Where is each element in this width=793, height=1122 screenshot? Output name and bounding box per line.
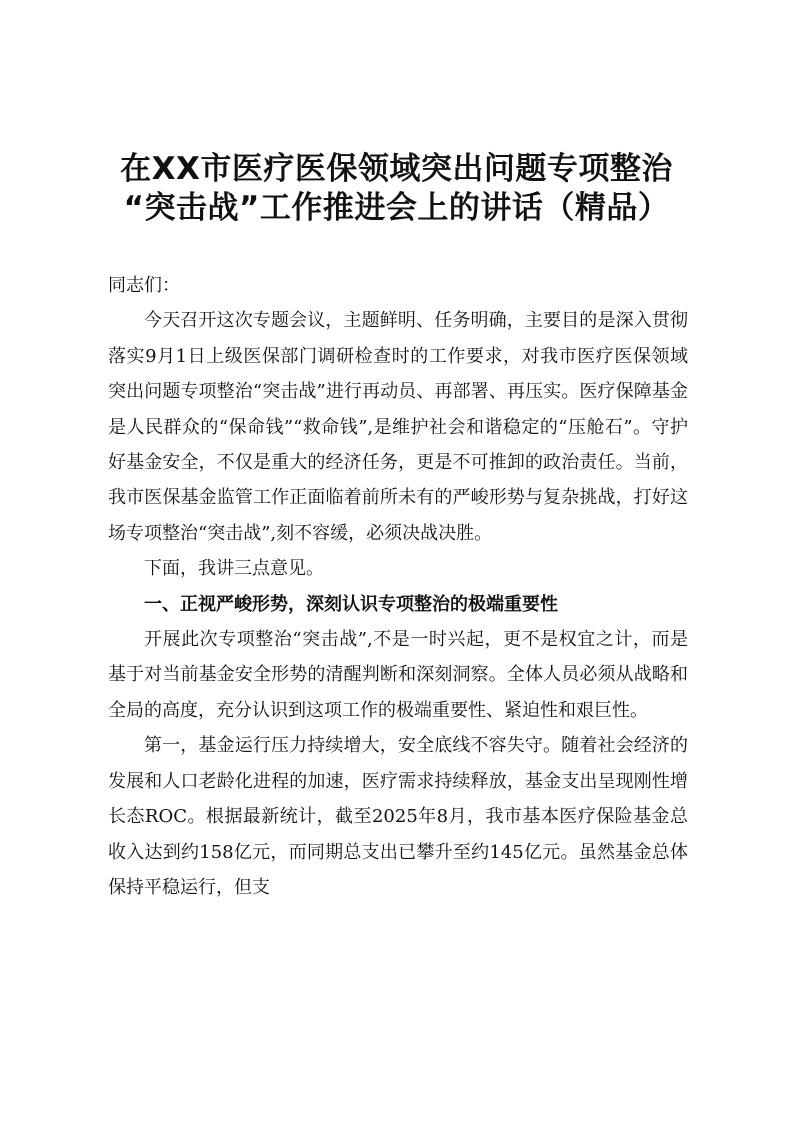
document-body [108, 268, 688, 905]
salutation: 同志们： [108, 275, 180, 296]
paragraph-outline: 下面，我讲三点意见。 [144, 558, 324, 580]
paragraph-point-1: 第一，基金运行压力持续增大，安全底线不容失守。随着社会经济的发展和人口老龄化进程的加速，医疗需求持续释放，基金支出呈现刚性增长态ROC。根据最新统计，截至2025年8月，我市基本医疗保险基金总收入达到约158亿元，而同期总支出已攀升至约145亿元。虽然基金总体保持平稳运行，但支 [108, 735, 688, 898]
document-title-line-2: “突击战”工作推进会上的讲话（精品） [123, 190, 670, 226]
paragraph-opening: 今天召开这次专题会议，主题鲜明、任务明确，主要目的是深入贯彻落实9月1日上级医保部门调研检查时的工作要求，对我市医疗医保领域突出问题专项整治“突击战”进行再动员、再部署、再压实。医疗保障基金是人民群众的“保命钱”“救命钱”,是维护社会和谐稳定的“压舱石”。守护好基金安全，不仅是重大的经济任务，更是不可推卸的政治责任。当前，我市医保基金监管工作正面临着前所未有的严峻形势与复杂挑战，打好这场专项整治“突击战”,刻不容缓，必须决战决胜。 [108, 310, 688, 544]
document-title-line-1: 在XX市医疗医保领域突出问题专项整治 [120, 151, 673, 187]
section-heading-1: 一、正视严峻形势，深刻认识专项整治的极端重要性 [144, 593, 558, 615]
paragraph-section-intro: 开展此次专项整治“突击战”,不是一时兴起，更不是权宜之计，而是基于对当前基金安全形势的清醒判断和深刻洞察。全体人员必须从战略和全局的高度，充分认识到这项工作的极端重要性、紧迫性和艰巨性。 [108, 629, 688, 721]
